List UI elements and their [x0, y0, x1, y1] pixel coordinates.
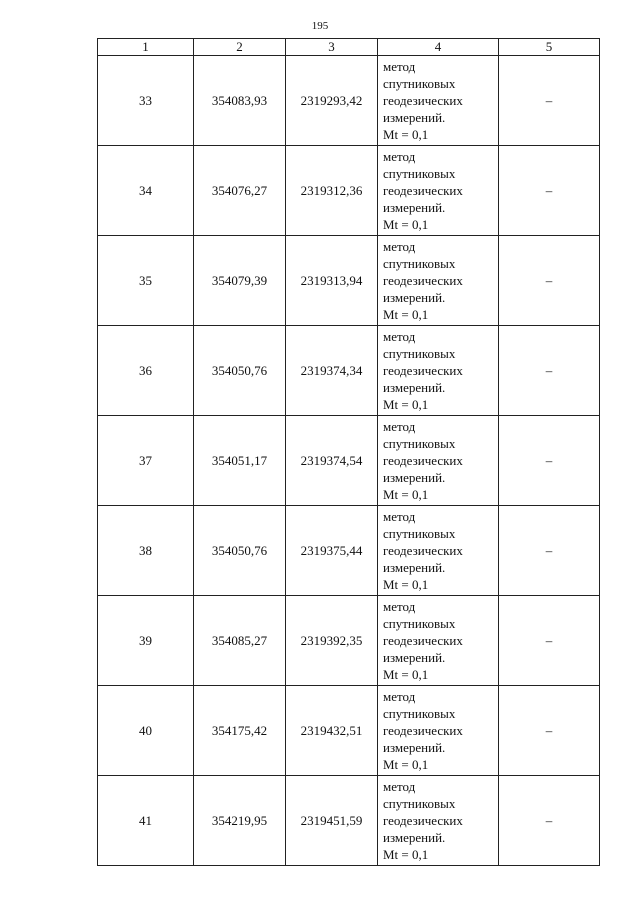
method-cell [378, 326, 499, 416]
coordinate-x: 354051,17 [194, 416, 286, 506]
method-cell [378, 776, 499, 866]
coordinate-y: 2319451,59 [286, 776, 378, 866]
method-line: геодезических [383, 183, 463, 198]
note-cell [499, 236, 600, 326]
note-dash: – [545, 182, 553, 198]
method-line: спутниковых [383, 346, 456, 361]
header-row [98, 39, 600, 56]
method-cell [378, 596, 499, 686]
method-line: измерений. [383, 740, 446, 755]
column-header-2: 2 [194, 39, 286, 56]
coordinate-x: 354050,76 [194, 506, 286, 596]
coordinate-x: 354076,27 [194, 146, 286, 236]
method-line: геодезических [383, 453, 463, 468]
method-line: спутниковых [383, 616, 456, 631]
coordinate-y: 2319293,42 [286, 56, 378, 146]
method-line: измерений. [383, 830, 446, 845]
method-cell [378, 416, 499, 506]
coordinate-x: 354085,27 [194, 596, 286, 686]
table-row [98, 146, 600, 236]
coordinate-x: 354175,42 [194, 686, 286, 776]
method-line: спутниковых [383, 76, 456, 91]
method-cell [378, 686, 499, 776]
coordinate-y: 2319374,34 [286, 326, 378, 416]
table-row [98, 56, 600, 146]
note-cell [499, 776, 600, 866]
method-line: Mt = 0,1 [383, 397, 429, 412]
method-line: метод [383, 689, 416, 704]
method-line: Mt = 0,1 [383, 307, 429, 322]
coordinate-x: 354050,76 [194, 326, 286, 416]
method-line: спутниковых [383, 796, 456, 811]
method-line: измерений. [383, 470, 446, 485]
table-row [98, 326, 600, 416]
method-line: геодезических [383, 273, 463, 288]
method-line: спутниковых [383, 166, 456, 181]
coordinate-y: 2319375,44 [286, 506, 378, 596]
point-number: 40 [98, 686, 194, 776]
column-header-4: 4 [378, 39, 499, 56]
note-dash: – [545, 632, 553, 648]
note-cell [499, 416, 600, 506]
coordinate-y: 2319432,51 [286, 686, 378, 776]
coordinate-x: 354219,95 [194, 776, 286, 866]
point-number: 33 [98, 56, 194, 146]
method-line: метод [383, 149, 416, 164]
method-line: измерений. [383, 290, 446, 305]
method-line: Mt = 0,1 [383, 577, 429, 592]
point-number: 36 [98, 326, 194, 416]
method-line: измерений. [383, 380, 446, 395]
column-header-5: 5 [499, 39, 600, 56]
point-number: 35 [98, 236, 194, 326]
method-line: спутниковых [383, 526, 456, 541]
point-number: 39 [98, 596, 194, 686]
note-dash: – [545, 542, 553, 558]
method-line: Mt = 0,1 [383, 487, 429, 502]
point-number: 38 [98, 506, 194, 596]
method-line: метод [383, 329, 416, 344]
coordinate-y: 2319313,94 [286, 236, 378, 326]
method-line: измерений. [383, 200, 446, 215]
method-line: метод [383, 59, 416, 74]
method-line: измерений. [383, 560, 446, 575]
note-cell [499, 56, 600, 146]
note-dash: – [545, 92, 553, 108]
note-dash: – [545, 362, 553, 378]
method-line: метод [383, 419, 416, 434]
coordinate-y: 2319374,54 [286, 416, 378, 506]
note-cell [499, 596, 600, 686]
point-number: 37 [98, 416, 194, 506]
method-cell [378, 146, 499, 236]
point-number: 34 [98, 146, 194, 236]
table-row [98, 236, 600, 326]
method-line: спутниковых [383, 256, 456, 271]
table-row [98, 416, 600, 506]
point-number: 41 [98, 776, 194, 866]
note-dash: – [545, 452, 553, 468]
coordinate-y: 2319312,36 [286, 146, 378, 236]
coordinate-x: 354083,93 [194, 56, 286, 146]
method-line: Mt = 0,1 [383, 127, 429, 142]
method-cell [378, 56, 499, 146]
note-cell [499, 146, 600, 236]
column-header-3: 3 [286, 39, 378, 56]
note-dash: – [545, 812, 553, 828]
method-line: метод [383, 239, 416, 254]
table-body [98, 56, 600, 866]
table-row [98, 776, 600, 866]
column-header-1: 1 [98, 39, 194, 56]
table-row [98, 686, 600, 776]
method-line: геодезических [383, 543, 463, 558]
page-number: 195 [311, 20, 329, 32]
method-cell [378, 236, 499, 326]
table-row [98, 596, 600, 686]
method-line: геодезических [383, 633, 463, 648]
method-line: геодезических [383, 813, 463, 828]
method-line: геодезических [383, 93, 463, 108]
note-cell [499, 686, 600, 776]
table-row [98, 506, 600, 596]
method-line: спутниковых [383, 706, 456, 721]
method-line: спутниковых [383, 436, 456, 451]
method-line: измерений. [383, 110, 446, 125]
method-line: Mt = 0,1 [383, 667, 429, 682]
method-cell [378, 506, 499, 596]
method-line: метод [383, 599, 416, 614]
note-cell [499, 506, 600, 596]
method-line: Mt = 0,1 [383, 217, 429, 232]
note-dash: – [545, 722, 553, 738]
coordinate-x: 354079,39 [194, 236, 286, 326]
method-line: метод [383, 509, 416, 524]
method-line: геодезических [383, 363, 463, 378]
method-line: Mt = 0,1 [383, 847, 429, 862]
note-cell [499, 326, 600, 416]
method-line: измерений. [383, 650, 446, 665]
coordinate-y: 2319392,35 [286, 596, 378, 686]
note-dash: – [545, 272, 553, 288]
method-line: геодезических [383, 723, 463, 738]
method-line: метод [383, 779, 416, 794]
coordinates-table [97, 38, 600, 866]
method-line: Mt = 0,1 [383, 757, 429, 772]
